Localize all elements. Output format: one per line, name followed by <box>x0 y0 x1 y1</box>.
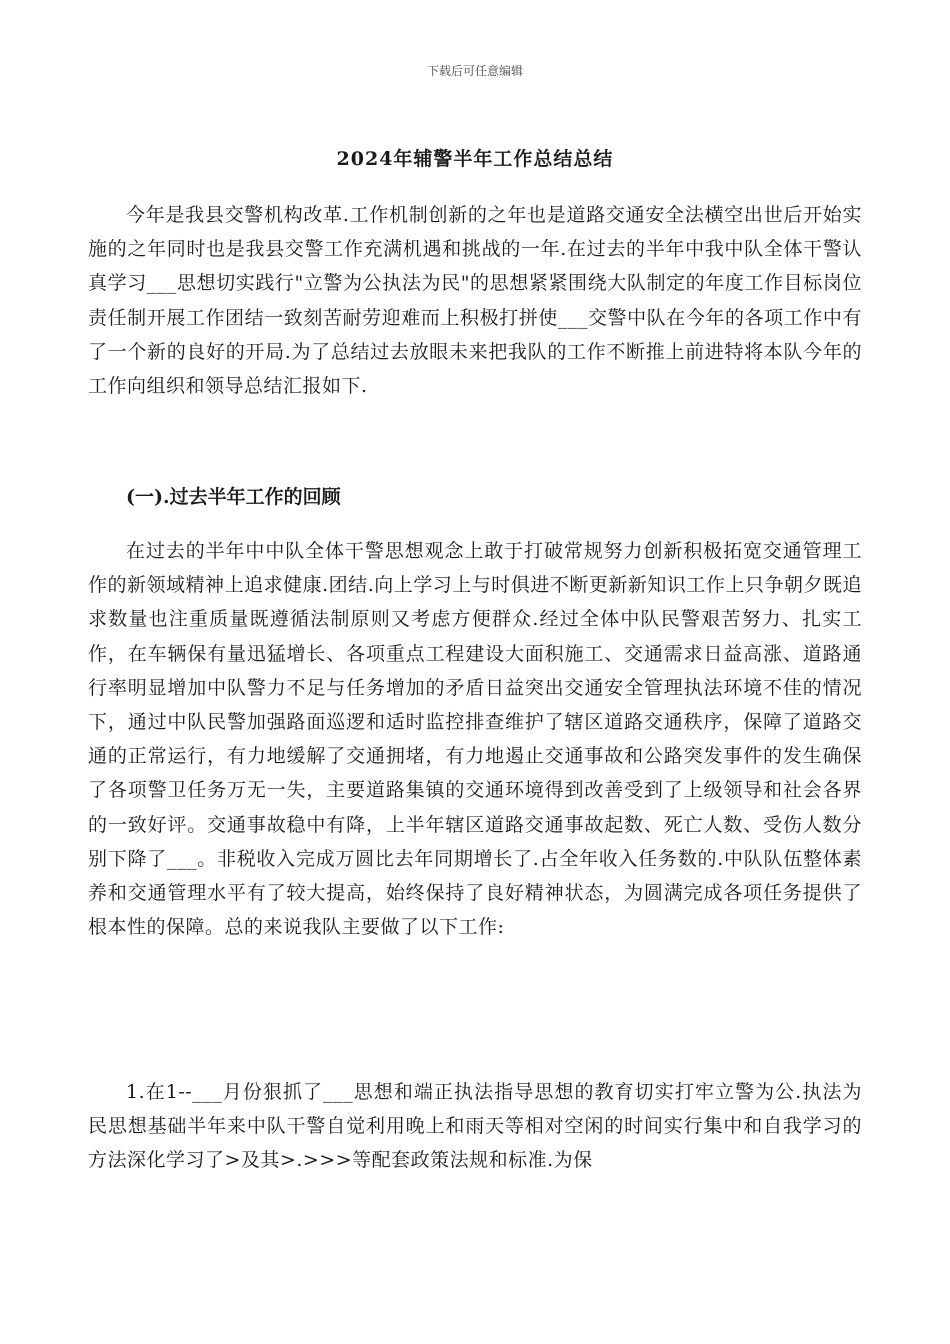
paragraph-intro: 今年是我县交警机构改革.工作机制创新的之年也是道路交通安全法横空出世后开始实施的之年同时也是我县交警工作充满机遇和挑战的一年.在过去的半年中我中队全体干警认真学习___思想切实践行"立警为公执法为民"的思想紧紧围绕大队制定的年度工作目标岗位责任制开展工作团结一致刻苦耐劳迎难而上积极打拼使___交警中队在今年的各项工作中有了一个新的良好的开局.为了总结过去放眼未来把我队的工作不断推上前进特将本队今年的工作向组织和领导总结汇报如下. <box>88 204 862 398</box>
paragraph-item-1: 1.在1--___月份狠抓了___思想和端正执法指导思想的教育切实打牢立警为公.执法为民思想基础半年来中队干警自觉利用晚上和雨天等相对空闲的时间实行集中和自我学习的方法深化学习了>及其>.>>>等配套政策法规和标准.为保 <box>88 1081 862 1172</box>
paragraph-review: 在过去的半年中中队全体干警思想观念上敢于打破常规努力创新积极拓宽交通管理工作的新领域精神上追求健康.团结.向上学习上与时俱进不断更新新知识工作上只争朝夕既追求数量也注重质量既遵循法制原则又考虑方便群众.经过全体中队民警艰苦努力、扎实工作，在车辆保有量迅猛增长、各项重点工程建设大面积施工、交通需求日益高涨、道路通行率明显增加中队警力不足与任务增加的矛盾日益突出交通安全管理执法环境不佳的情况下，通过中队民警加强路面巡逻和适时监控排查维护了辖区道路交通秩序，保障了道路交通的正常运行，有力地缓解了交通拥堵，有力地遏止交通事故和公路突发事件的发生确保了各项警卫任务万无一失，主要道路集镇的交通环境得到改善受到了上级领导和社会各界的一致好评。交通事故稳中有降，上半年辖区道路交通事故起数、死亡人数、受伤人数分别下降了___。非税收入完成万圆比去年同期增长了.占全年收入任务数的.中队队伍整体素养和交通管理水平有了较大提高，始终保持了良好精神状态，为圆满完成各项任务提供了根本性的保障。总的来说我队主要做了以下工作: <box>88 540 862 939</box>
document-title: 2024年辅警半年工作总结总结 <box>336 148 614 170</box>
section-heading: (一).过去半年工作的回顾 <box>126 486 341 508</box>
page-header-note: 下载后可任意编辑 <box>426 64 523 78</box>
